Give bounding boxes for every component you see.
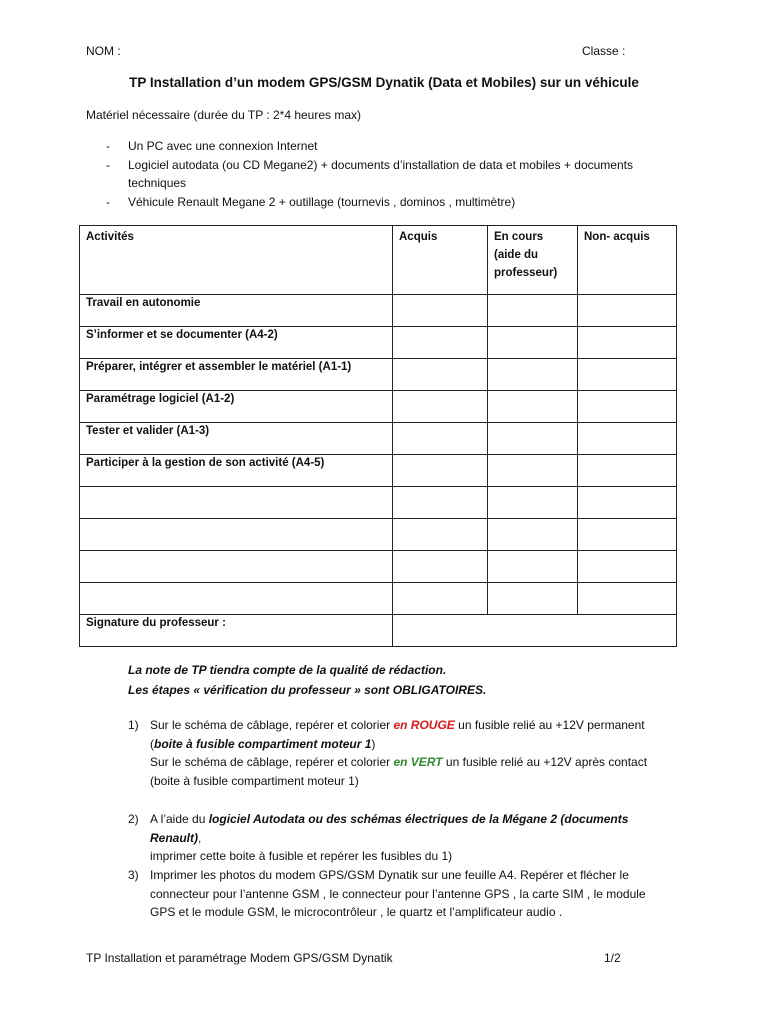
header-en-cours: En cours (aide du professeur) (488, 226, 578, 295)
list-item-text: Véhicule Renault Megane 2 + outillage (tournevis , dominos , multimètre) (128, 195, 516, 209)
step-text-part: Sur le schéma de câblage, repérer et colorier (150, 755, 394, 769)
step-text-part: Sur le schéma de câblage, repérer et colorier (150, 718, 394, 732)
en-cours-cell[interactable] (488, 455, 578, 487)
acquis-cell[interactable] (393, 391, 488, 423)
document-title: TP Installation d’un modem GPS/GSM Dynatik (Data et Mobiles) sur un véhicule (129, 75, 639, 90)
acquis-cell[interactable] (393, 295, 488, 327)
table-row (80, 391, 677, 423)
activity-cell[interactable] (80, 487, 393, 519)
step-text-part: imprimer cette boite à fusible et repérer les fusibles du 1) (150, 849, 453, 863)
non-acquis-cell[interactable] (578, 487, 677, 519)
acquis-cell[interactable] (393, 455, 488, 487)
en-cours-cell[interactable] (488, 391, 578, 423)
acquis-cell[interactable] (393, 359, 488, 391)
non-acquis-cell[interactable] (578, 551, 677, 583)
step-text-part: un fusible relié au +12V permanent (454, 718, 645, 732)
en-cours-cell[interactable] (488, 519, 578, 551)
non-acquis-cell[interactable] (578, 583, 677, 615)
page-number: 1/2 (604, 951, 621, 965)
activity-cell: Travail en autonomie (80, 295, 393, 327)
non-acquis-cell[interactable] (578, 295, 677, 327)
en-cours-cell[interactable] (488, 583, 578, 615)
signature-cell[interactable] (393, 615, 677, 647)
step-text-part: A l’aide du (150, 812, 209, 826)
list-item: - Un PC avec une connexion Internet (106, 139, 318, 153)
table-row (80, 295, 677, 327)
non-acquis-cell[interactable] (578, 423, 677, 455)
table-row (80, 359, 677, 391)
footer-title: TP Installation et paramétrage Modem GPS/GSM Dynatik (86, 951, 393, 965)
note-line-1: La note de TP tiendra compte de la qualité de rédaction. (128, 663, 447, 677)
step-text-part: ( (150, 736, 154, 751)
header-non-acquis: Non- acquis (578, 226, 677, 295)
classe-label: Classe : (582, 44, 626, 58)
step-number: 1) (128, 718, 139, 732)
list-item: - Logiciel autodata (ou CD Megane2) + documents d’installation de data et mobiles + documents techniques (106, 158, 633, 190)
activity-cell: S’informer et se documenter (A4-2) (80, 327, 393, 359)
acquis-cell[interactable] (393, 423, 488, 455)
activity-cell[interactable] (80, 551, 393, 583)
en-cours-cell[interactable] (488, 551, 578, 583)
step-text-part: un fusible relié au +12V après contact (442, 755, 648, 769)
table-row (80, 583, 677, 615)
nom-label: NOM : (86, 44, 121, 58)
table-row (80, 487, 677, 519)
table-row (80, 423, 677, 455)
activities-table (79, 225, 677, 647)
step-text-part: ) (371, 736, 376, 751)
materiel-list (86, 137, 666, 212)
note-line-2: Les étapes « vérification du professeur » sont OBLIGATOIRES. (128, 683, 487, 697)
green-highlight: en VERT (393, 755, 443, 769)
table-header-row (80, 226, 677, 295)
activity-cell[interactable] (80, 519, 393, 551)
non-acquis-cell[interactable] (578, 327, 677, 359)
signature-row (80, 615, 677, 647)
table-row (80, 327, 677, 359)
activity-cell: Tester et valider (A1-3) (80, 423, 393, 455)
step-text-part: (boite à fusible compartiment moteur 1) (150, 773, 359, 788)
acquis-cell[interactable] (393, 519, 488, 551)
step-number: 2) (128, 812, 139, 826)
en-cours-cell[interactable] (488, 423, 578, 455)
grading-note (128, 660, 486, 700)
acquis-cell[interactable] (393, 583, 488, 615)
acquis-cell[interactable] (393, 551, 488, 583)
activity-cell: Préparer, intégrer et assembler le matériel (A1-1) (80, 359, 393, 391)
materiel-heading: Matériel nécessaire (durée du TP : 2*4 heures max) (86, 108, 362, 122)
list-item-text: Un PC avec une connexion Internet (128, 139, 318, 153)
table-row (80, 519, 677, 551)
non-acquis-cell[interactable] (578, 391, 677, 423)
step-text (150, 810, 670, 866)
header-activites: Activités (80, 226, 393, 295)
activity-cell: Paramétrage logiciel (A1-2) (80, 391, 393, 423)
signature-label: Signature du professeur : (80, 615, 393, 647)
step-text-part: , (198, 830, 202, 845)
step-text (150, 716, 670, 790)
en-cours-cell[interactable] (488, 295, 578, 327)
emphasis-text: logiciel Autodata ou des schémas électriques de la Mégane 2 (documents Renault) (150, 812, 629, 845)
step-number: 3) (128, 868, 139, 882)
header-acquis: Acquis (393, 226, 488, 295)
en-cours-cell[interactable] (488, 487, 578, 519)
non-acquis-cell[interactable] (578, 519, 677, 551)
step-text: Imprimer les photos du modem GPS/GSM Dynatik sur une feuille A4. Repérer et flécher le connecteur pour l’antenne GSM , le connecteur pour l’antenne GPS , la carte SIM , le module GPS et le module GSM, le microcontrôleur , le quartz et l’amplificateur audio . (150, 868, 646, 919)
en-cours-cell[interactable] (488, 359, 578, 391)
en-cours-cell[interactable] (488, 327, 578, 359)
table-row (80, 455, 677, 487)
list-item: - Véhicule Renault Megane 2 + outillage (tournevis , dominos , multimètre) (106, 195, 516, 209)
non-acquis-cell[interactable] (578, 455, 677, 487)
table-row (80, 551, 677, 583)
red-highlight: en ROUGE (393, 718, 455, 732)
acquis-cell[interactable] (393, 327, 488, 359)
activity-cell: Participer à la gestion de son activité (A4-5) (80, 455, 393, 487)
list-item-text: Logiciel autodata (ou CD Megane2) + documents d’installation de data et mobiles + documents techniques (128, 158, 633, 190)
activity-cell[interactable] (80, 583, 393, 615)
acquis-cell[interactable] (393, 487, 488, 519)
emphasis-text: boite à fusible compartiment moteur 1 (154, 736, 372, 751)
non-acquis-cell[interactable] (578, 359, 677, 391)
